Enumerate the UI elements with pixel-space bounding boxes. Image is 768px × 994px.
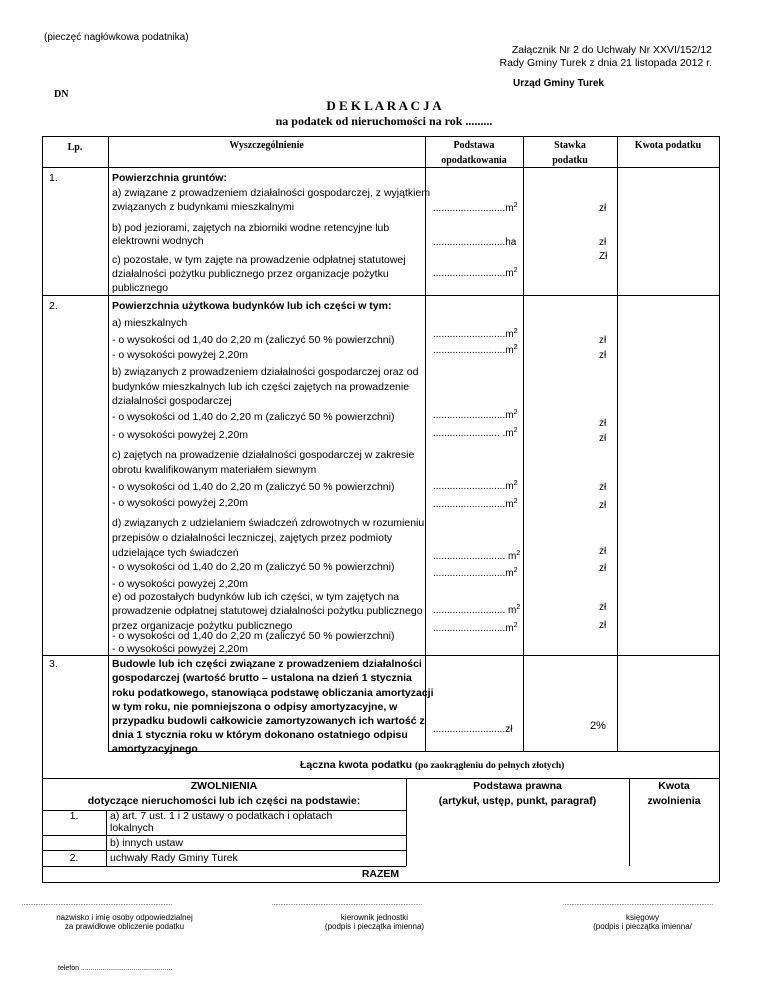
exemption-1a-line-2: lokalnych bbox=[110, 822, 154, 834]
phone-field[interactable]: telefon ............................................... bbox=[58, 965, 173, 972]
row-2a-220-base-field[interactable]: $..........................m^2$ bbox=[433, 344, 518, 356]
row-2e-height-220: - o wysokości powyżej 2,20m bbox=[112, 643, 248, 655]
row-2c-140-base-field[interactable]: $..........................m^2$ bbox=[433, 480, 518, 492]
col-amount-header: Kwota podatku bbox=[634, 140, 702, 151]
row-2b-line-3: działalności gospodarczej bbox=[112, 395, 232, 407]
row-2c-line-1: c) zajętych na prowadzenie działalności gospodarczej w zakresie bbox=[112, 449, 415, 461]
row-2e-220-base-field[interactable]: $..........................m^2$ bbox=[433, 622, 518, 634]
row-2e-height-140: - o wysokości od 1,40 do 2,20 m (zaliczyć 50 % powierzchni) bbox=[112, 630, 395, 642]
row-2-title: Powierzchnia użytkowa budynków lub ich części w tym: bbox=[112, 300, 392, 312]
row-2b-height-140: - o wysokości od 1,40 do 2,20 m (zaliczyć 50 % powierzchni) bbox=[112, 411, 395, 423]
row-2c-140-rate-unit: zł bbox=[599, 482, 607, 493]
col-description-header: Wyszczególnienie bbox=[229, 140, 304, 151]
row-3-line-1: Budowle lub ich części związane z prowadzeniem działalności bbox=[112, 658, 422, 670]
row-1a-line-2: związanych z budynkami mieszkalnymi bbox=[112, 201, 295, 213]
legal-basis-header-2: (artykuł, ustęp, punkt, paragraf) bbox=[438, 795, 597, 807]
row-2e-140-rate-unit: zł bbox=[599, 602, 607, 613]
col-rate-header-2: podatku bbox=[552, 155, 588, 166]
row-2d-line-1: d) związanych z udzielaniem świadczeń zdrowotnych w rozumieniu bbox=[112, 517, 425, 529]
exemption-amount-header-2: zwolnienia bbox=[647, 795, 701, 807]
total-row bbox=[300, 757, 564, 774]
row-2e-line-3: przez organizacje pożytku publicznego bbox=[112, 620, 293, 632]
row-3-line-3: roku podatkowego, stanowiąca podstawę obliczania amortyzacji bbox=[112, 687, 434, 699]
row-2e-line-2: prowadzenie odpłatnej statutowej działalności pożytku publicznego bbox=[112, 605, 423, 617]
signature-3-line[interactable]: .......................................................................................... bbox=[563, 901, 714, 907]
exemptions-title-2: dotyczące nieruchomości lub ich części na podstawie: bbox=[87, 795, 361, 807]
row-1a-line-1: a) związane z prowadzeniem działalności gospodarczej, z wyjątkiem bbox=[112, 187, 431, 199]
exemption-1-number: 1. bbox=[69, 810, 79, 822]
document-title: D E K L A R A C J A bbox=[326, 98, 442, 113]
row-2a-140-base-field[interactable]: $..........................m^2$ bbox=[433, 328, 518, 340]
row-1a-rate-unit: zł bbox=[599, 203, 607, 214]
row-2d-line-3: udzielające tych świadczeń bbox=[112, 547, 239, 559]
row-3-number: 3. bbox=[49, 658, 58, 670]
row-1b-line-1: b) pod jeziorami, zajętych na zbiorniki wodne retencyjne lub bbox=[112, 222, 390, 234]
total-note: (po zaokrągleniu do pełnych złotych) bbox=[414, 761, 565, 771]
row-3-line-5: przypadku budowli całkowicie zamortyzowanych ich wartość z bbox=[112, 715, 425, 727]
signature-2-label-2: (podpis i pieczątka imienna) bbox=[324, 922, 425, 931]
row-2d-220-rate-unit: zł bbox=[599, 563, 607, 574]
row-2a-height-140: - o wysokości od 1,40 do 2,20 m (zaliczyć 50 % powierzchni) bbox=[112, 334, 395, 346]
signature-1-label-2: za prawidłowe obliczenie podatku bbox=[64, 922, 185, 931]
signature-3-label-2: (podpis i pieczątka imienna/ bbox=[593, 922, 692, 931]
exemptions-title-1: ZWOLNIENIA bbox=[190, 780, 258, 792]
row-2b-line-2: budynków mieszkalnych lub ich części zajętych na prowadzenie bbox=[112, 381, 410, 393]
row-2b-220-base-field[interactable]: ........................ $.m^2$ bbox=[433, 427, 518, 439]
row-2b-220-rate-unit: zł bbox=[599, 433, 607, 444]
row-1-number: 1. bbox=[49, 172, 58, 184]
attachment-line-1: Załącznik Nr 2 do Uchwały Nr XXVI/152/12 bbox=[511, 44, 712, 56]
signature-2-label-1: kierownik jednostki bbox=[340, 913, 409, 922]
signature-1-label-1: nazwisko i imię osoby odpowiedzialnej bbox=[56, 913, 193, 922]
signature-2-line[interactable]: .......................................................................................... bbox=[272, 901, 423, 907]
row-2d-220-base-field[interactable]: $..........................m^2$ bbox=[433, 567, 518, 579]
exemptions-total-label: RAZEM bbox=[361, 868, 400, 880]
row-2e-220-rate-unit: zł bbox=[599, 620, 607, 631]
row-1c-base-field[interactable]: $..........................m^2$ bbox=[433, 267, 518, 279]
exemption-amount-header-1: Kwota bbox=[658, 780, 690, 792]
row-1c-rate-unit: Zł bbox=[599, 251, 608, 262]
row-3-line-6: dnia 1 stycznia roku w którym dokonano ostatniego odpisu bbox=[112, 729, 408, 741]
attachment-line-2: Rady Gminy Turek z dnia 21 listopada 2012 r. bbox=[499, 57, 712, 69]
row-1b-line-2: elektrowni wodnych bbox=[112, 235, 204, 247]
col-lp-header: Lp. bbox=[67, 142, 83, 153]
row-2b-height-220: - o wysokości powyżej 2,20m bbox=[112, 429, 248, 441]
exemption-2-number: 2. bbox=[69, 852, 79, 864]
row-2b-line-1: b) związanych z prowadzeniem działalności gospodarczej oraz od bbox=[112, 366, 419, 378]
row-3-line-7: amortyzacyjnego bbox=[112, 743, 198, 755]
row-2c-height-220: - o wysokości powyżej 2,20m bbox=[112, 497, 248, 509]
legal-basis-header-1: Podstawa prawna bbox=[473, 780, 562, 792]
exemption-2: uchwały Rady Gminy Turek bbox=[110, 852, 238, 864]
row-2b-140-base-field[interactable]: $..........................m^2$ bbox=[433, 409, 518, 421]
signature-1-line[interactable]: .......................................................................................... bbox=[22, 901, 173, 907]
row-2c-height-140: - o wysokości od 1,40 do 2,20 m (zaliczyć 50 % powierzchni) bbox=[112, 481, 395, 493]
office-name: Urząd Gminy Turek bbox=[513, 78, 604, 89]
row-2a-height-220: - o wysokości powyżej 2,20m bbox=[112, 349, 248, 361]
row-2e-140-base-field[interactable]: .......................... $m^2$ bbox=[433, 604, 521, 616]
row-2d-140-rate-unit: zł bbox=[599, 546, 607, 557]
col-base-header-2: opodatkowania bbox=[441, 155, 507, 166]
row-2d-height-140: - o wysokości od 1,40 do 2,20 m (zaliczyć 50 % powierzchni) bbox=[112, 561, 395, 573]
row-3-base-field[interactable]: ..........................zł bbox=[433, 724, 513, 735]
row-3-rate: 2% bbox=[590, 720, 606, 732]
row-2c-220-rate-unit: zł bbox=[599, 500, 607, 511]
signature-3-label-1: księgowy bbox=[626, 913, 659, 922]
exemption-1b: b) innych ustaw bbox=[110, 837, 183, 849]
row-3-line-2: gospodarczej (wartość brutto – ustalona na dzień 1 stycznia bbox=[112, 672, 412, 684]
form-code: DN bbox=[54, 89, 69, 100]
row-2b-140-rate-unit: zł bbox=[599, 418, 607, 429]
taxpayer-stamp-label: (pieczęć nagłówkowa podatnika) bbox=[44, 32, 189, 43]
row-2a-label: a) mieszkalnych bbox=[112, 317, 188, 329]
exemption-1a-line-1: a) art. 7 ust. 1 i 2 ustawy o podatkach i opłatach bbox=[110, 810, 333, 822]
row-2c-line-2: obrotu kwalifikowanym materiałem siewnym bbox=[112, 464, 317, 476]
row-1c-line-3: publicznego bbox=[112, 282, 169, 294]
col-base-header-1: Podstawa bbox=[453, 140, 495, 151]
row-2d-140-base-field[interactable]: .......................... $m^2$ bbox=[433, 550, 521, 562]
row-3-line-4: w tym roku, nie pomniejszona o odpisy amortyzacyjne, w bbox=[112, 701, 398, 713]
row-2a-220-rate-unit: zł bbox=[599, 350, 607, 361]
row-2d-line-2: przepisów o działalności leczniczej, zajętych przez podmioty bbox=[112, 532, 393, 544]
row-1c-line-2: działalności pożytku publicznego przez organizacje pożytku bbox=[112, 268, 389, 280]
row-1a-base-field[interactable]: $..........................m^2$ bbox=[433, 202, 518, 214]
row-2c-220-base-field[interactable]: $..........................m^2$ bbox=[433, 498, 518, 510]
row-1-title: Powierzchnia gruntów: bbox=[112, 172, 227, 184]
row-2a-140-rate-unit: zł bbox=[599, 335, 607, 346]
row-1b-base-field[interactable]: ..........................ha bbox=[433, 237, 517, 248]
row-2e-line-1: e) od pozostałych budynków lub ich części, w tym zajętych na bbox=[112, 591, 400, 603]
row-1b-rate-unit: zł bbox=[599, 237, 607, 248]
row-2d-height-220: - o wysokości powyżej 2,20m bbox=[112, 578, 248, 590]
total-label: Łączna kwota podatku bbox=[300, 759, 413, 771]
document-subtitle: na podatek od nieruchomości na rok ......... bbox=[275, 114, 493, 128]
row-2-number: 2. bbox=[49, 300, 58, 312]
row-1c-line-1: c) pozostałe, w tym zajęte na prowadzenie odpłatnej statutowej bbox=[112, 254, 406, 266]
col-rate-header-1: Stawka bbox=[554, 140, 586, 151]
